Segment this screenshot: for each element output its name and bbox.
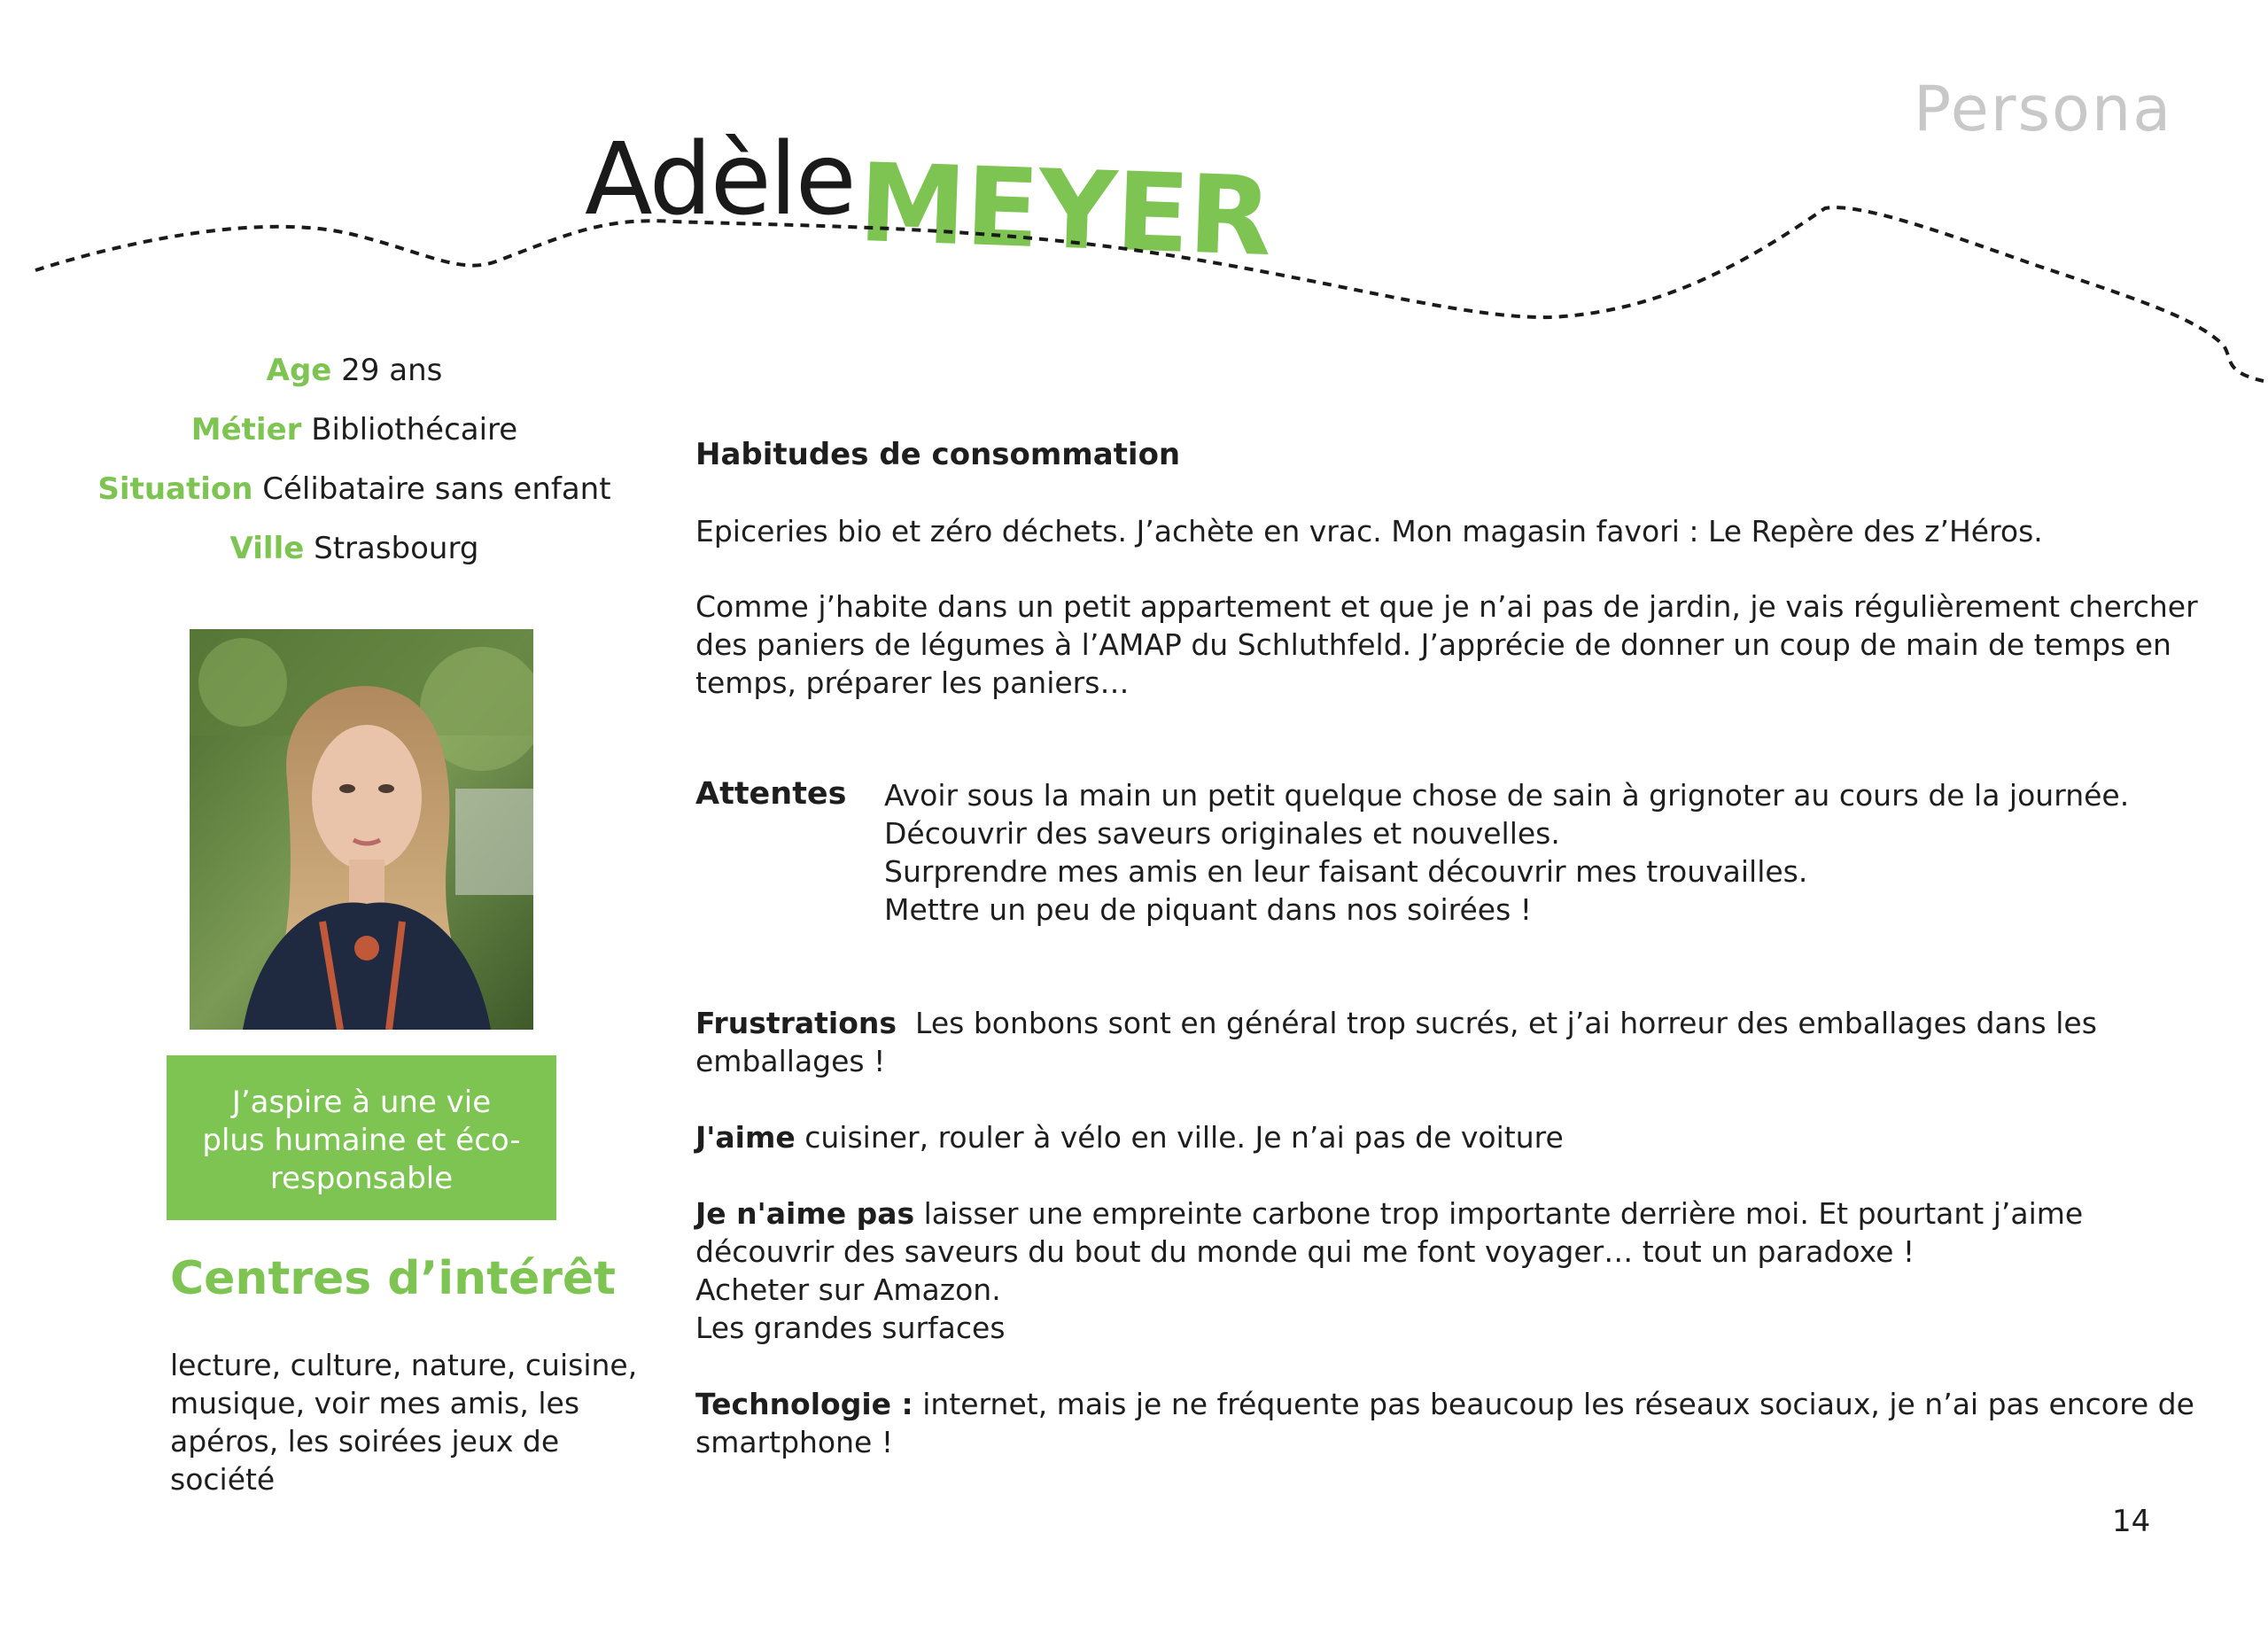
dislikes-text: laisser une empreinte carbone trop importante derrière moi. Et pourtant j’aime [923, 1196, 2084, 1231]
city-value: Strasbourg [314, 531, 479, 566]
persona-first-name: Adèle [585, 122, 855, 237]
technology-label: Technologie : [695, 1387, 913, 1421]
likes-label: J'aime [695, 1120, 796, 1155]
technology-text: internet, mais je ne fréquente pas beaucoup les réseaux sociaux, je n’ai pas encore de [922, 1387, 2194, 1421]
technology-text: smartphone ! [695, 1425, 894, 1459]
habits-line: Epiceries bio et zéro déchets. J’achète en vrac. Mon magasin favori : Le Repère des z’Héros. [695, 514, 2043, 548]
age-label: Age [266, 353, 332, 388]
frustrations-text: emballages ! [695, 1044, 886, 1078]
habits-line: temps, préparer les paniers… [695, 665, 1130, 700]
profile-city-row [35, 519, 673, 579]
page-header-label: Persona [1914, 73, 2173, 145]
dislikes-label: Je n'aime pas [695, 1196, 915, 1231]
technology-section [695, 1385, 2194, 1461]
likes-section [695, 1118, 2157, 1156]
dislikes-line [695, 1194, 2157, 1233]
dislikes-text: Acheter sur Amazon. [695, 1272, 1001, 1307]
habits-paragraph-1 [695, 512, 2157, 550]
interests-line: musique, voir mes amis, les [170, 1386, 580, 1420]
frustrations-line [695, 1004, 2157, 1042]
expectation-item: Découvrir des saveurs originales et nouvelles. [884, 816, 1560, 851]
job-value: Bibliothécaire [311, 412, 518, 447]
page-number: 14 [2112, 1504, 2151, 1539]
frustrations-text: Les bonbons sont en général trop sucrés, et j’ai horreur des emballages dans les [915, 1006, 2097, 1040]
age-value: 29 ans [341, 353, 443, 388]
quote-line: J’aspire à une vie [231, 1085, 492, 1120]
interests-text [170, 1346, 640, 1498]
dashed-wave-divider [0, 0, 2268, 399]
dislikes-section [695, 1194, 2157, 1347]
situation-value: Célibataire sans enfant [262, 471, 611, 507]
persona-photo [190, 629, 533, 1030]
interests-line: apéros, les soirées jeux de [170, 1424, 560, 1459]
quote-line: plus humaine et éco- [202, 1123, 521, 1158]
habits-line: Comme j’habite dans un petit appartement et que je n’ai pas de jardin, je vais régulièrement chercher [695, 589, 2198, 624]
habits-line: des paniers de légumes à l’AMAP du Schluthfeld. J’apprécie de donner un coup de main de temps en [695, 627, 2171, 662]
dislikes-text: découvrir des saveurs du bout du monde qui me font voyager… tout un paradoxe ! [695, 1234, 1915, 1269]
interests-line: lecture, culture, nature, cuisine, [170, 1348, 638, 1382]
technology-line [695, 1385, 2194, 1423]
likes-line [695, 1118, 2157, 1156]
profile-age-row [35, 341, 673, 401]
frustrations-section [695, 1004, 2157, 1080]
expectations-label: Attentes [695, 776, 847, 812]
profile-situation-row [35, 460, 673, 519]
habits-title: Habitudes de consommation [695, 437, 1181, 472]
expectation-item: Avoir sous la main un petit quelque chose de sain à grignoter au cours de la journée. [884, 778, 2130, 813]
interests-line: société [170, 1462, 276, 1497]
profile-job-row [35, 401, 673, 460]
profile-info [35, 341, 673, 579]
expectation-item: Mettre un peu de piquant dans nos soirées ! [884, 892, 1533, 927]
habits-paragraph-2 [695, 587, 2198, 702]
likes-text: cuisiner, rouler à vélo en ville. Je n’ai pas de voiture [804, 1120, 1564, 1155]
city-label: Ville [229, 531, 305, 566]
persona-last-name: MEYER [857, 140, 1274, 281]
aspiration-quote-box [167, 1055, 556, 1220]
quote-line: responsable [269, 1161, 454, 1196]
job-label: Métier [190, 412, 302, 447]
interests-title: Centres d’intérêt [170, 1252, 616, 1305]
expectation-item: Surprendre mes amis en leur faisant découvrir mes trouvailles. [884, 854, 1808, 889]
expectations-list [884, 776, 2160, 929]
frustrations-label: Frustrations [695, 1006, 897, 1040]
situation-label: Situation [97, 471, 253, 507]
dislikes-text: Les grandes surfaces [695, 1311, 1006, 1345]
